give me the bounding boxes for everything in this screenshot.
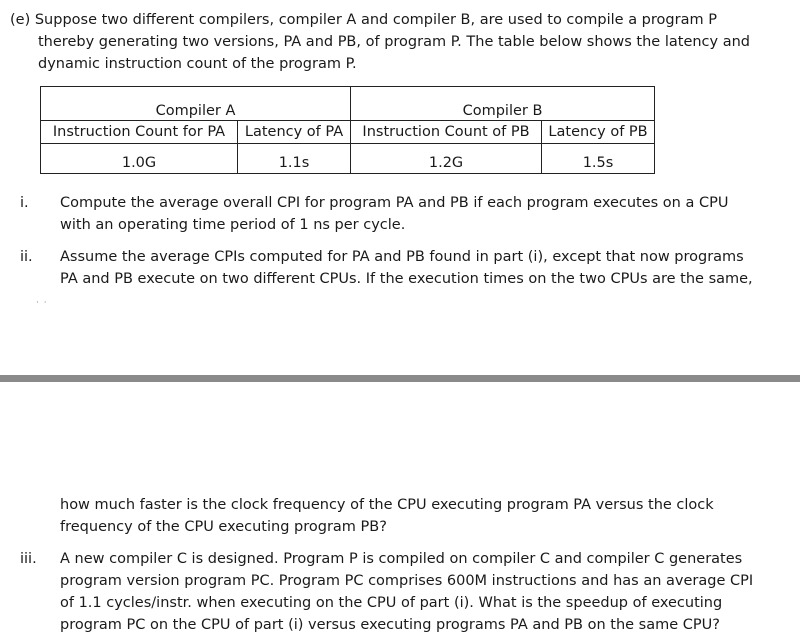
item-number: i.	[20, 195, 29, 211]
item-line: program version program PC. Program PC comprises 600M instructions and has an average CPI	[60, 573, 754, 589]
header-instruction-count-pa: Instruction Count for PA	[41, 121, 238, 144]
header-instruction-count-pb: Instruction Count of PB	[351, 121, 542, 144]
item-line: how much faster is the clock frequency of the CPU executing program PA versus the clock	[60, 497, 714, 513]
header-latency-pb: Latency of PB	[542, 121, 655, 144]
item-text	[60, 246, 754, 290]
value-instruction-count-pb: 1.2G	[351, 144, 542, 174]
item-line: Assume the average CPIs computed for PA and PB found in part (i), except that now programs	[60, 249, 744, 265]
question-item-ii	[20, 246, 760, 290]
question-item-ii-continued	[60, 494, 754, 538]
item-number: ii.	[20, 249, 33, 265]
item-line: with an operating time period of 1 ns per cycle.	[60, 217, 406, 233]
compiler-a-header: Compiler A	[41, 87, 351, 121]
item-line: of 1.1 cycles/instr. when executing on the CPU of part (i). What is the speedup of executing	[60, 595, 723, 611]
item-line: Compute the average overall CPI for program PA and PB if each program executes on a CPU	[60, 195, 729, 211]
intro-text	[10, 9, 755, 75]
intro-line-3: dynamic instruction count of the program P.	[38, 56, 357, 72]
item-text	[60, 548, 754, 636]
compiler-b-header: Compiler B	[351, 87, 655, 121]
item-line: program PC on the CPU of part (i) versus executing programs PA and PB on the same CPU?	[60, 617, 720, 633]
intro-line-1: (e) Suppose two different compilers, compiler A and compiler B, are used to compile a program P	[10, 12, 717, 28]
page-divider	[0, 375, 800, 382]
item-number: iii.	[20, 551, 37, 567]
item-text	[60, 192, 754, 236]
header-latency-pa: Latency of PA	[238, 121, 351, 144]
intro-line-2: thereby generating two versions, PA and PB, of program P. The table below shows the latency and	[38, 34, 750, 50]
table-column-header-row	[41, 121, 655, 144]
item-line: PA and PB execute on two different CPUs. If the execution times on the two CPUs are the same,	[60, 271, 753, 287]
value-latency-pb: 1.5s	[542, 144, 655, 174]
item-line: frequency of the CPU executing program PB?	[60, 519, 387, 535]
table-group-header-row	[41, 87, 655, 121]
question-item-iii	[20, 548, 760, 638]
question-item-i	[20, 192, 760, 236]
table-row	[41, 144, 655, 174]
item-line: A new compiler C is designed. Program P is compiled on compiler C and compiler C generates	[60, 551, 743, 567]
intro-paragraph	[10, 9, 755, 75]
value-instruction-count-pa: 1.0G	[41, 144, 238, 174]
value-latency-pa: 1.1s	[238, 144, 351, 174]
cut-off-text-fragment: · ·	[36, 298, 48, 308]
compiler-table	[40, 86, 655, 174]
